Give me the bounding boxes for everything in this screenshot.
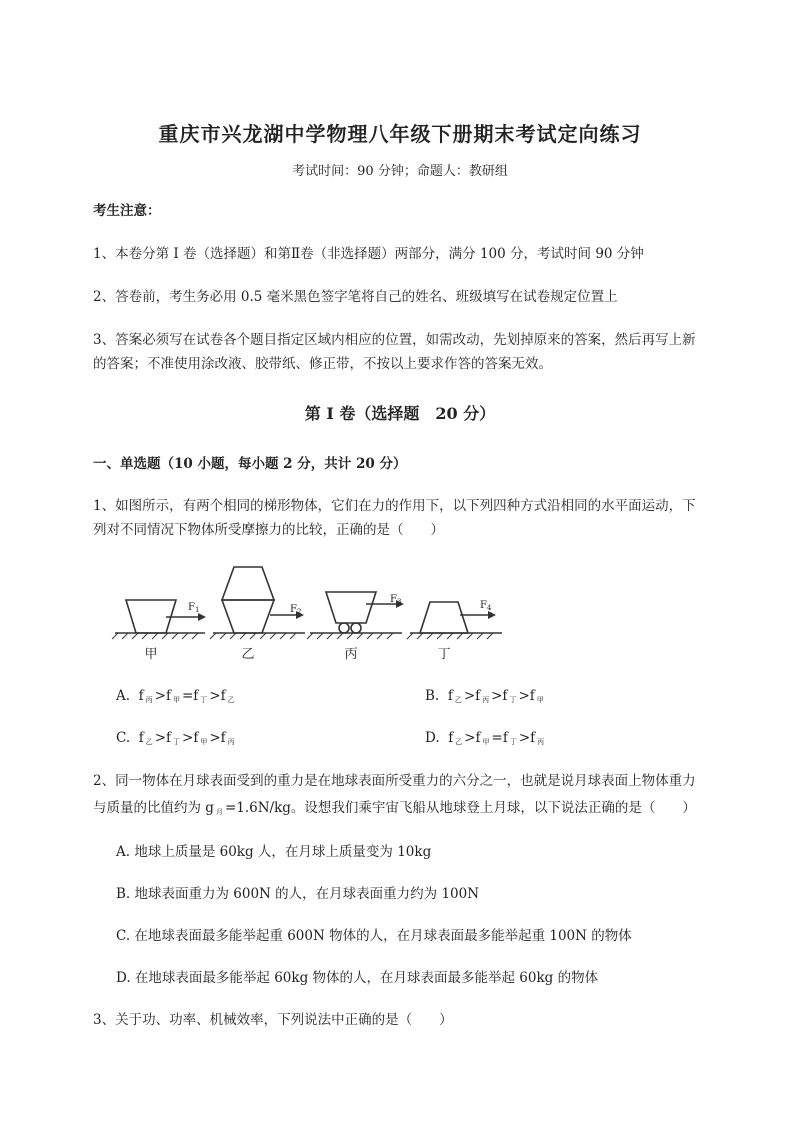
relation: >f — [182, 730, 199, 746]
subscript: 甲 — [482, 738, 490, 746]
notice-heading: 考生注意： — [93, 203, 161, 219]
question-2-text: 2、同一物体在月球表面受到的重力是在地球表面所受重力的六分之一，也就是说月球表面上物体重力 — [93, 773, 696, 789]
trapezoid-block — [222, 600, 274, 633]
option-letter: B. — [425, 688, 440, 704]
trapezoid-block — [326, 592, 376, 623]
notice-item: 的答案；不准使用涂改液、胶带纸、修正带，不按以上要求作答的答案无效。 — [93, 356, 552, 372]
subscript: 丁 — [173, 738, 181, 746]
relation: >f — [518, 730, 536, 746]
page-title: 重庆市兴龙湖中学物理八年级下册期末考试定向练习 — [158, 122, 642, 146]
subscript: 丁 — [200, 696, 208, 704]
relation: >f — [518, 688, 535, 704]
option-letter: D. — [425, 730, 440, 746]
option-d[interactable] — [425, 730, 546, 747]
trapezoid-block — [420, 602, 468, 633]
question-1-text: 列对不同情况下物体所受摩擦力的比较，正确的是（ ） — [93, 522, 444, 538]
force-label: $F_2$ — [290, 604, 302, 616]
figure-label-yi: 乙 — [241, 647, 255, 662]
option-c[interactable]: C. 在地球表面最多能举起重 600N 物体的人，在月球表面最多能举起重 100N 的物体 — [116, 928, 632, 944]
relation: >f — [209, 730, 226, 746]
relation: >f — [154, 730, 172, 746]
force-label: $F_1$ — [188, 602, 200, 614]
force-label: $F_3$ — [390, 594, 402, 606]
subscript: 月 — [215, 808, 223, 816]
subscript: 丙 — [482, 696, 490, 704]
subscript: 丙 — [145, 696, 153, 704]
subscript: 丁 — [509, 738, 517, 746]
option-letter: A. — [116, 688, 131, 704]
f-symbol: f — [447, 688, 453, 704]
relation: >f — [209, 688, 226, 704]
relation: >f — [463, 688, 481, 704]
notice-item: 2、答卷前，考生务必用 0.5 毫米黑色签字笔将自己的姓名、班级填写在试卷规定位置上 — [93, 289, 618, 305]
subscript: 乙 — [145, 738, 153, 746]
text-segment: 与质量的比值约为 g — [93, 800, 214, 816]
question-3-text: 3、关于功、功率、机械效率，下列说法中正确的是（ ） — [93, 1012, 453, 1028]
relation: >f — [154, 688, 171, 704]
subscript: 乙 — [454, 696, 462, 704]
ground-hatch — [112, 633, 198, 639]
option-d[interactable]: D. 在地球表面最多能举起 60kg 物体的人，在月球表面最多能举起 60kg 的物体 — [116, 970, 599, 986]
text-segment: =1.6N/kg。设想我们乘宇宙飞船从地球登上月球，以下说法正确的是（ ） — [224, 800, 696, 816]
subscript: 丙 — [537, 738, 545, 746]
option-a[interactable]: A. 地球上质量是 60kg 人，在月球上质量变为 10kg — [116, 844, 432, 860]
figure-label-bing: 丙 — [344, 647, 358, 662]
section-title: 第 I 卷（选择题 20 分） — [304, 404, 496, 423]
trapezoid-block — [222, 567, 274, 600]
option-letter: C. — [116, 730, 131, 746]
force-label: $F_4$ — [480, 600, 492, 612]
relation: =f — [491, 730, 508, 746]
roller-wheel — [351, 623, 361, 633]
f-symbol: f — [138, 730, 144, 746]
relation: >f — [464, 730, 481, 746]
option-a[interactable] — [116, 688, 237, 705]
question-1-text: 1、如图所示，有两个相同的梯形物体，它们在力的作用下，以下列四种方式沿相同的水平面运动，下 — [93, 498, 696, 514]
friction-figure — [110, 560, 510, 670]
figure-label-jia: 甲 — [144, 647, 158, 662]
subscript: 乙 — [227, 696, 235, 704]
option-b[interactable] — [425, 688, 546, 705]
option-b[interactable]: B. 地球表面重力为 600N 的人，在月球表面重力约为 100N — [116, 886, 480, 902]
option-c[interactable] — [116, 730, 237, 747]
f-symbol: f — [448, 730, 454, 746]
subscript: 甲 — [536, 696, 544, 704]
relation: =f — [181, 688, 199, 704]
roller-wheel — [339, 623, 349, 633]
question-2-text — [93, 796, 696, 824]
figure-label-ding: 丁 — [437, 647, 451, 662]
notice-item: 3、答案必须写在试卷各个题目指定区域内相应的位置，如需改动，先划掉原来的答案，然后再写上新 — [93, 332, 696, 348]
part-title: 一、单选题（10 小题，每小题 2 分，共计 20 分） — [93, 456, 407, 472]
exam-info: 考试时间：90 分钟；命题人：教研组 — [292, 164, 508, 179]
subscript: 丁 — [509, 696, 517, 704]
relation: >f — [491, 688, 508, 704]
subscript: 甲 — [172, 696, 180, 704]
subscript: 乙 — [455, 738, 463, 746]
f-symbol: f — [138, 688, 144, 704]
subscript: 丙 — [227, 738, 235, 746]
notice-item: 1、本卷分第 I 卷（选择题）和第Ⅱ卷（非选择题）两部分，满分 100 分，考试时间 90 分钟 — [93, 246, 644, 262]
subscript: 甲 — [200, 738, 208, 746]
